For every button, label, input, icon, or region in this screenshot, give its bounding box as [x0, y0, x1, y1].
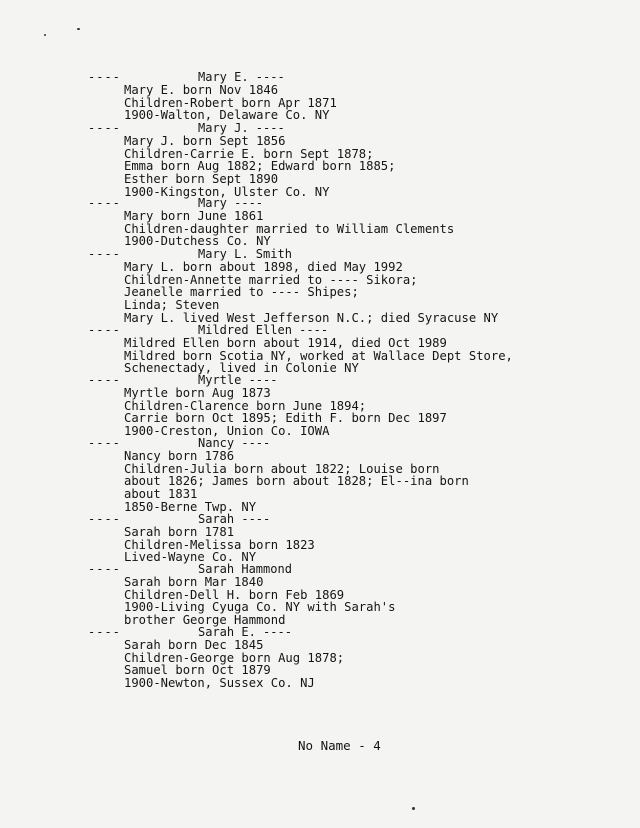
entry-dash-marker: ---- — [88, 625, 121, 639]
entry-header: Mary ---- — [198, 196, 264, 210]
entry-line: Schenectady, lived in Colonie NY — [124, 361, 359, 376]
entry-header: Myrtle ---- — [198, 373, 278, 387]
entry-line: 1900-Dutchess Co. NY — [124, 234, 271, 249]
entry-line: 1900-Creston, Union Co. IOWA — [124, 424, 330, 439]
page-footer: No Name - 4 — [298, 738, 381, 753]
entry-line: Mary born June 1861 — [124, 208, 264, 223]
entry-line: Mary L. lived West Jefferson N.C.; died Syracuse NY — [124, 311, 499, 325]
entry-line: Emma born Aug 1882; Edward born 1885; — [124, 159, 396, 174]
entry-dash-marker: ---- — [88, 247, 121, 261]
scan-speck — [412, 807, 415, 810]
entry-line: Mary L. born about 1898, died May 1992 — [124, 259, 403, 274]
entry-line: Esther born Sept 1890 — [124, 172, 279, 187]
entry-line: Mary J. born Sept 1856 — [124, 133, 286, 148]
entry-header: Mary L. Smith — [198, 247, 292, 261]
entry-line: Children-George born Aug 1878; — [124, 650, 345, 665]
entry-line: Sarah born Dec 1845 — [124, 637, 264, 652]
entry-line: Mildred born Scotia NY, worked at Wallace Dept Store, — [124, 348, 513, 363]
entry-line: 1900-Living Cyuga Co. NY with Sarah's — [124, 600, 396, 615]
entry-dash-marker: ---- — [88, 562, 121, 576]
entry-line: brother George Hammond — [124, 613, 286, 628]
entry-line: 1900-Kingston, Ulster Co. NY — [124, 185, 330, 199]
entry-line: Children-Dell H. born Feb 1869 — [124, 587, 345, 602]
entry-line: Children-Melissa born 1823 — [124, 537, 315, 552]
entry-line: Children-Robert born Apr 1871 — [124, 95, 337, 110]
entry-line: about 1826; James born about 1828; El--ina born — [124, 474, 469, 489]
entry-dash-marker: ---- — [88, 512, 121, 526]
entry-line: Linda; Steven — [124, 298, 220, 313]
entry-line: Samuel born Oct 1879 — [124, 663, 271, 678]
entry-line: Lived-Wayne Co. NY — [124, 550, 257, 565]
entry-header: Mildred Ellen ---- — [198, 323, 329, 337]
entry-header: Mary J. ---- — [198, 121, 285, 135]
entry-line: Mary E. born Nov 1846 — [124, 82, 279, 97]
entry-header: Nancy ---- — [198, 436, 271, 450]
entry-dash-marker: ---- — [88, 436, 121, 450]
entry-line: Children-daughter married to William Clements — [124, 221, 455, 236]
entry-dash-marker: ---- — [88, 373, 121, 387]
entry-line: 1900-Walton, Delaware Co. NY — [124, 108, 330, 123]
entry-header: Sarah E. ---- — [198, 625, 292, 639]
entry-line: Carrie born Oct 1895; Edith F. born Dec 1897 — [124, 411, 447, 426]
entry-line: 1900-Newton, Sussex Co. NJ — [124, 676, 315, 691]
entry-line: Children-Carrie E. born Sept 1878; — [124, 146, 374, 161]
entry-line: Children-Annette married to ---- Sikora; — [124, 272, 418, 287]
entry-line: Sarah born Mar 1840 — [124, 574, 264, 589]
entry-line: Myrtle born Aug 1873 — [124, 385, 271, 400]
entry-line: Children-Clarence born June 1894; — [124, 398, 367, 413]
entry-line: Sarah born 1781 — [124, 524, 235, 539]
entry-dash-marker: ---- — [88, 121, 121, 135]
entry-dash-marker: ---- — [88, 323, 121, 337]
entry-line: Mildred Ellen born about 1914, died Oct 1989 — [124, 335, 447, 350]
entry-line: 1850-Berne Twp. NY — [124, 500, 257, 514]
entry-line: Children-Julia born about 1822; Louise born — [124, 461, 440, 476]
entry-header: Sarah Hammond — [198, 562, 292, 576]
entry-header: Sarah ---- — [198, 512, 271, 526]
entry-header: Mary E. ---- — [198, 70, 285, 84]
entry-line: about 1831 — [124, 487, 198, 502]
entry-dash-marker: ---- — [88, 70, 121, 84]
entry-dash-marker: ---- — [88, 196, 121, 210]
scan-speck — [77, 28, 80, 30]
scan-speck — [44, 34, 46, 36]
entry-line: Nancy born 1786 — [124, 448, 235, 463]
entry-line: Jeanelle married to ---- Shipes; — [124, 285, 359, 300]
